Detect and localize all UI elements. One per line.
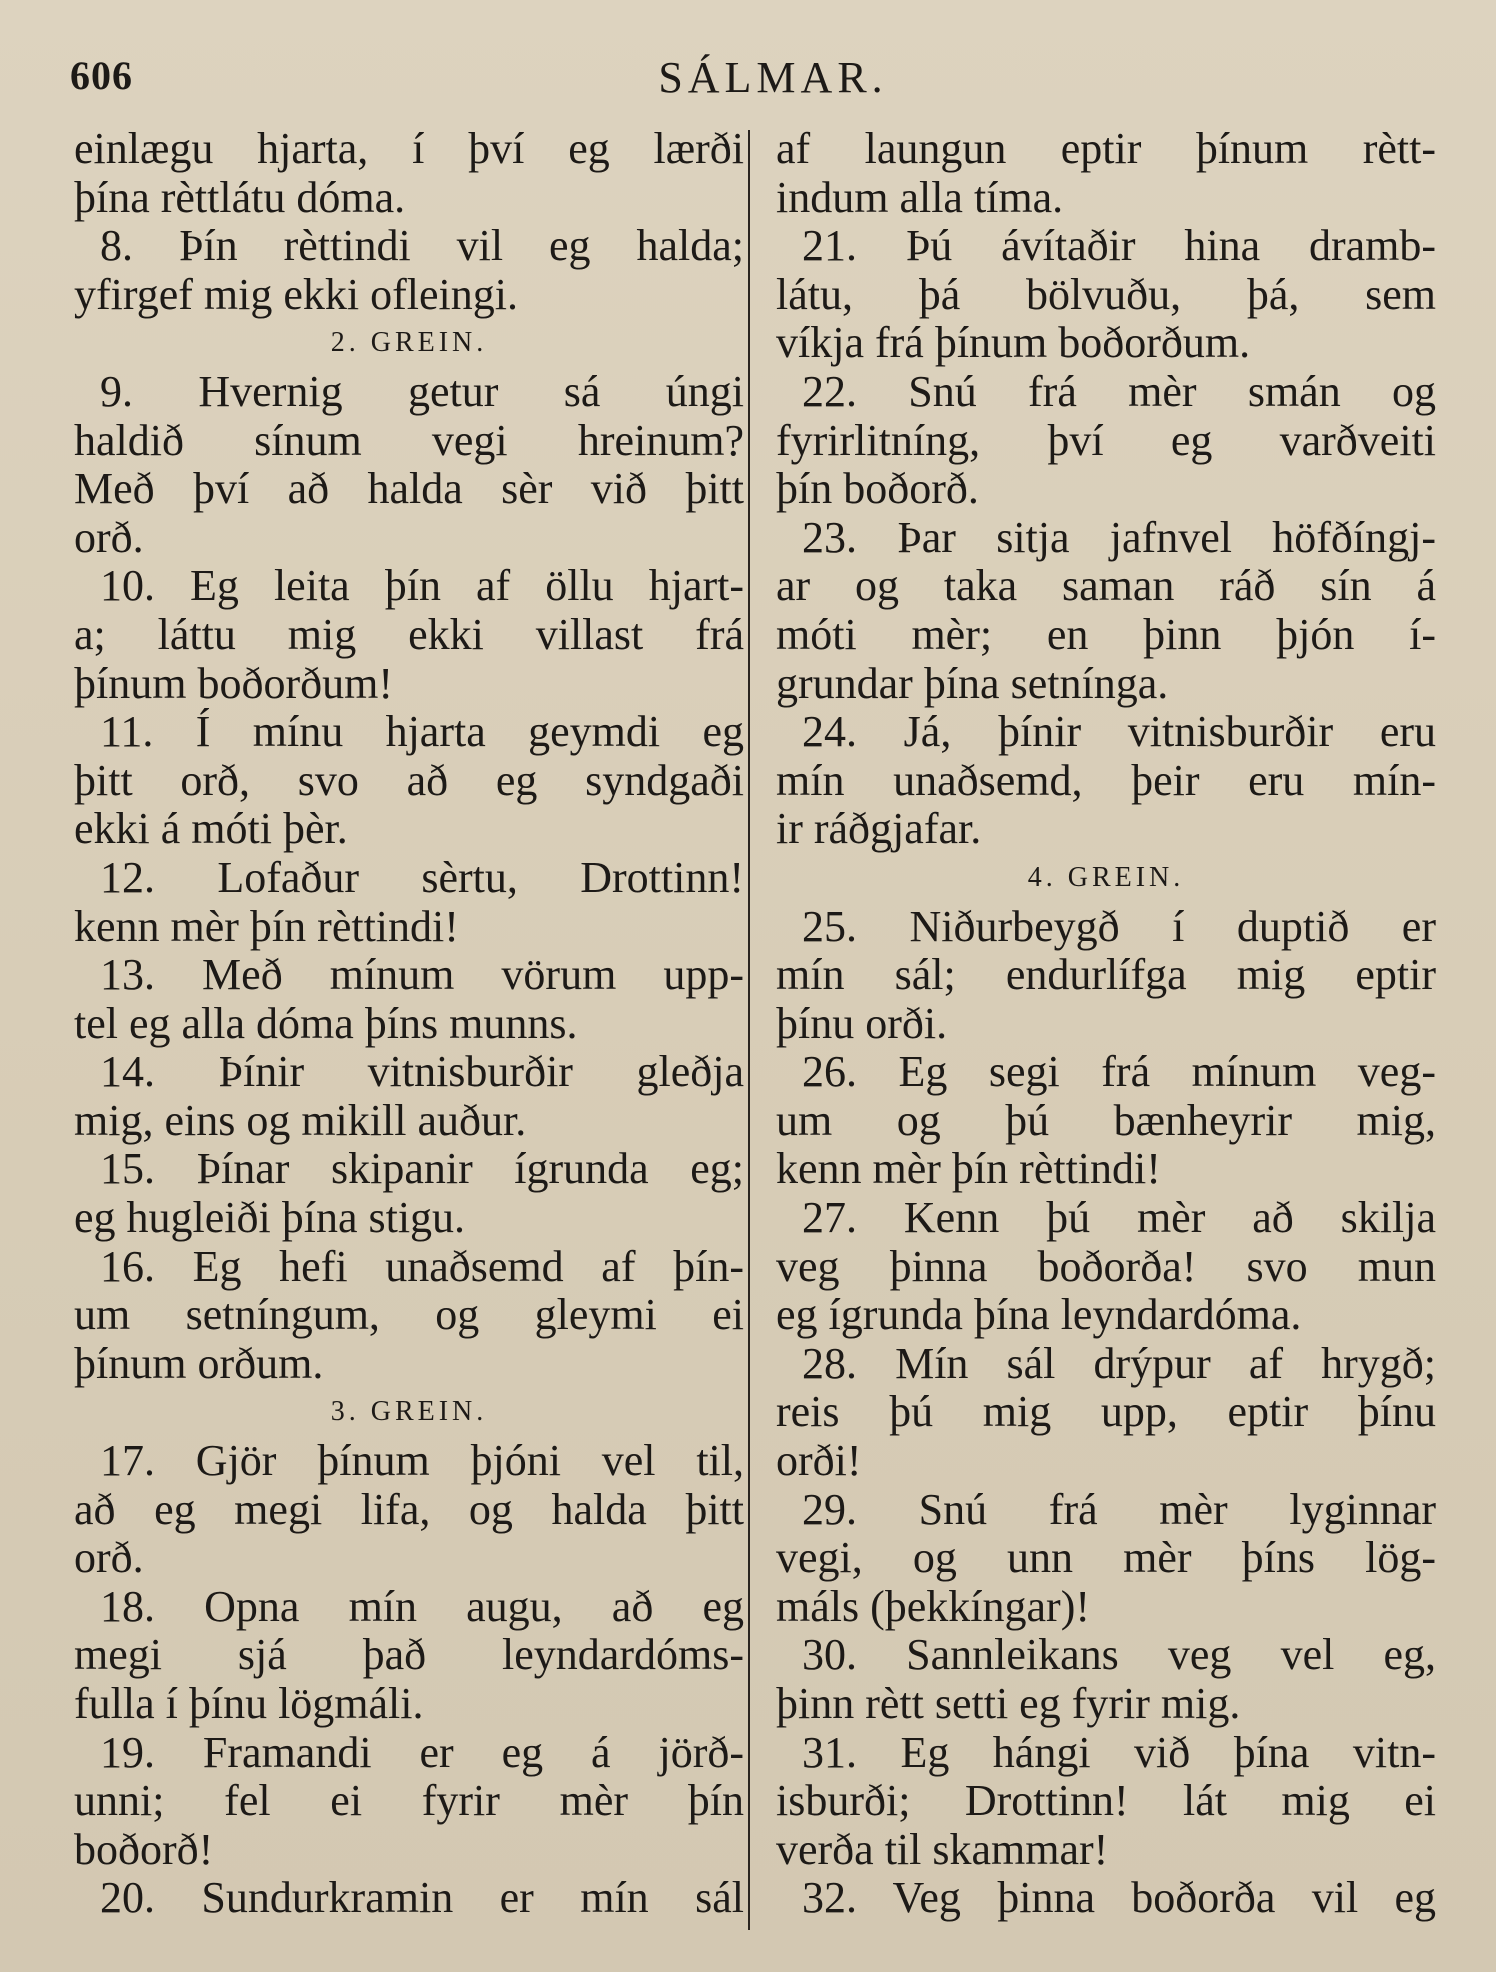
text-line: þínum boðorðum!	[74, 658, 393, 708]
text-line: þinn rètt setti eg fyrir mig.	[776, 1679, 1241, 1728]
text-line: þínum orðum.	[74, 1338, 324, 1388]
text-line: reis þú mig upp, eptir þínu	[776, 1387, 1436, 1437]
text-line: eg ígrunda þína leyndardóma.	[776, 1290, 1302, 1340]
text-line: 12. Lofaður sèrtu, Drottinn!	[100, 852, 744, 902]
text-line: 29. Snú frá mèr lyginnar	[802, 1484, 1436, 1534]
text-line: 24. Já, þínir vitnisburðir eru	[802, 707, 1436, 757]
text-line: þína rèttlátu dóma.	[74, 172, 406, 222]
text-line: að eg megi lifa, og halda þitt	[74, 1484, 744, 1534]
text-line: a; láttu mig ekki villast frá	[74, 609, 744, 659]
text-line: 21. Þú ávítaðir hina dramb-	[802, 221, 1436, 271]
text-line: orð.	[74, 512, 144, 562]
text-line: látu, þá bölvuðu, þá, sem	[776, 269, 1436, 319]
text-line: 11. Í mínu hjarta geymdi eg	[100, 707, 744, 757]
text-line: haldið sínum vegi hreinum?	[74, 415, 744, 465]
text-line: kenn mèr þín rèttindi!	[74, 901, 459, 951]
text-line: vegi, og unn mèr þíns lög-	[776, 1533, 1436, 1583]
text-line: 31. Eg hángi við þína vitn-	[802, 1727, 1436, 1777]
section-heading: 4. GREIN.	[1027, 861, 1185, 893]
text-line: 16. Eg hefi unaðsemd af þín-	[100, 1241, 744, 1291]
column-divider	[748, 130, 750, 1930]
text-line: kenn mèr þín rèttindi!	[776, 1144, 1161, 1194]
text-line: þitt orð, svo að eg syndgaði	[74, 755, 744, 805]
text-line: 10. Eg leita þín af öllu hjart-	[100, 561, 744, 611]
text-line: megi sjá það leyndardóms-	[74, 1630, 744, 1680]
text-line: 20. Sundurkramin er mín sál	[100, 1873, 744, 1923]
text-line: ekki á móti þèr.	[74, 804, 348, 854]
section-heading: 3. GREIN.	[330, 1396, 488, 1428]
text-line: mig, eins og mikill auður.	[74, 1095, 527, 1145]
text-line: 27. Kenn þú mèr að skilja	[802, 1193, 1436, 1243]
text-line: indum alla tíma.	[776, 172, 1064, 222]
text-line: einlægu hjarta, í því eg lærði	[74, 124, 744, 173]
text-line: Með því að halda sèr við þitt	[74, 464, 744, 514]
text-line: um og þú bænheyrir mig,	[776, 1095, 1436, 1145]
text-line: ir ráðgjafar.	[776, 804, 982, 854]
text-line: 22. Snú frá mèr smán og	[802, 366, 1436, 416]
text-line: tel eg alla dóma þíns munns.	[74, 998, 578, 1048]
page-header	[70, 52, 1436, 112]
text-line: fulla í þínu lögmáli.	[74, 1679, 424, 1728]
text-line: unni; fel ei fyrir mèr þín	[74, 1776, 744, 1826]
text-line: 9. Hvernig getur sá úngi	[100, 366, 744, 416]
text-line: veg þinna boðorða! svo mun	[776, 1241, 1436, 1291]
text-line: mín sál; endurlífga mig eptir	[776, 950, 1436, 1000]
text-line: þín boðorð.	[776, 464, 979, 514]
text-line: 18. Opna mín augu, að eg	[100, 1581, 744, 1631]
text-line: 32. Veg þinna boðorða vil eg	[802, 1873, 1436, 1923]
page-number: 606	[70, 53, 133, 98]
text-line: boðorð!	[74, 1824, 214, 1874]
text-line: 14. Þínir vitnisburðir gleðja	[100, 1047, 744, 1097]
section-heading: 2. GREIN.	[330, 327, 488, 359]
text-line: orði!	[776, 1436, 862, 1486]
text-line: mín unaðsemd, þeir eru mín-	[776, 755, 1436, 805]
text-line: 19. Framandi er eg á jörð-	[100, 1727, 744, 1777]
text-line: 15. Þínar skipanir ígrunda eg;	[100, 1144, 744, 1194]
text-line: 13. Með mínum vörum upp-	[100, 950, 744, 1000]
text-line: 28. Mín sál drýpur af hrygð;	[802, 1338, 1436, 1388]
text-line: máls (þekkíngar)!	[776, 1581, 1090, 1631]
text-line: víkja frá þínum boðorðum.	[776, 318, 1251, 368]
text-line: verða til skammar!	[776, 1824, 1109, 1874]
text-line: eg hugleiði þína stigu.	[74, 1193, 466, 1243]
left-column	[74, 125, 744, 1923]
text-line: 26. Eg segi frá mínum veg-	[802, 1047, 1436, 1097]
text-line: 8. Þín rèttindi vil eg halda;	[100, 221, 744, 271]
text-line: yfirgef mig ekki ofleingi.	[74, 269, 518, 319]
right-column	[776, 125, 1436, 1923]
text-line: orð.	[74, 1533, 144, 1583]
text-line: fyrirlitníng, því eg varðveiti	[776, 415, 1436, 465]
text-line: 30. Sannleikans veg vel eg,	[802, 1630, 1436, 1680]
text-line: 23. Þar sitja jafnvel höfðíngj-	[802, 512, 1436, 562]
text-line: isburði; Drottinn! lát mig ei	[776, 1776, 1436, 1826]
text-line: 25. Niðurbeygð í duptið er	[802, 901, 1436, 951]
text-line: 17. Gjör þínum þjóni vel til,	[100, 1436, 744, 1486]
text-line: grundar þína setnínga.	[776, 658, 1169, 708]
text-line: um setníngum, og gleymi ei	[74, 1290, 744, 1340]
text-line: þínu orði.	[776, 998, 948, 1048]
running-title: SÁLMAR.	[658, 53, 888, 102]
text-line: ar og taka saman ráð sín á	[776, 561, 1436, 611]
text-line: af laungun eptir þínum rètt-	[776, 124, 1436, 173]
text-line: móti mèr; en þinn þjón í-	[776, 609, 1436, 659]
